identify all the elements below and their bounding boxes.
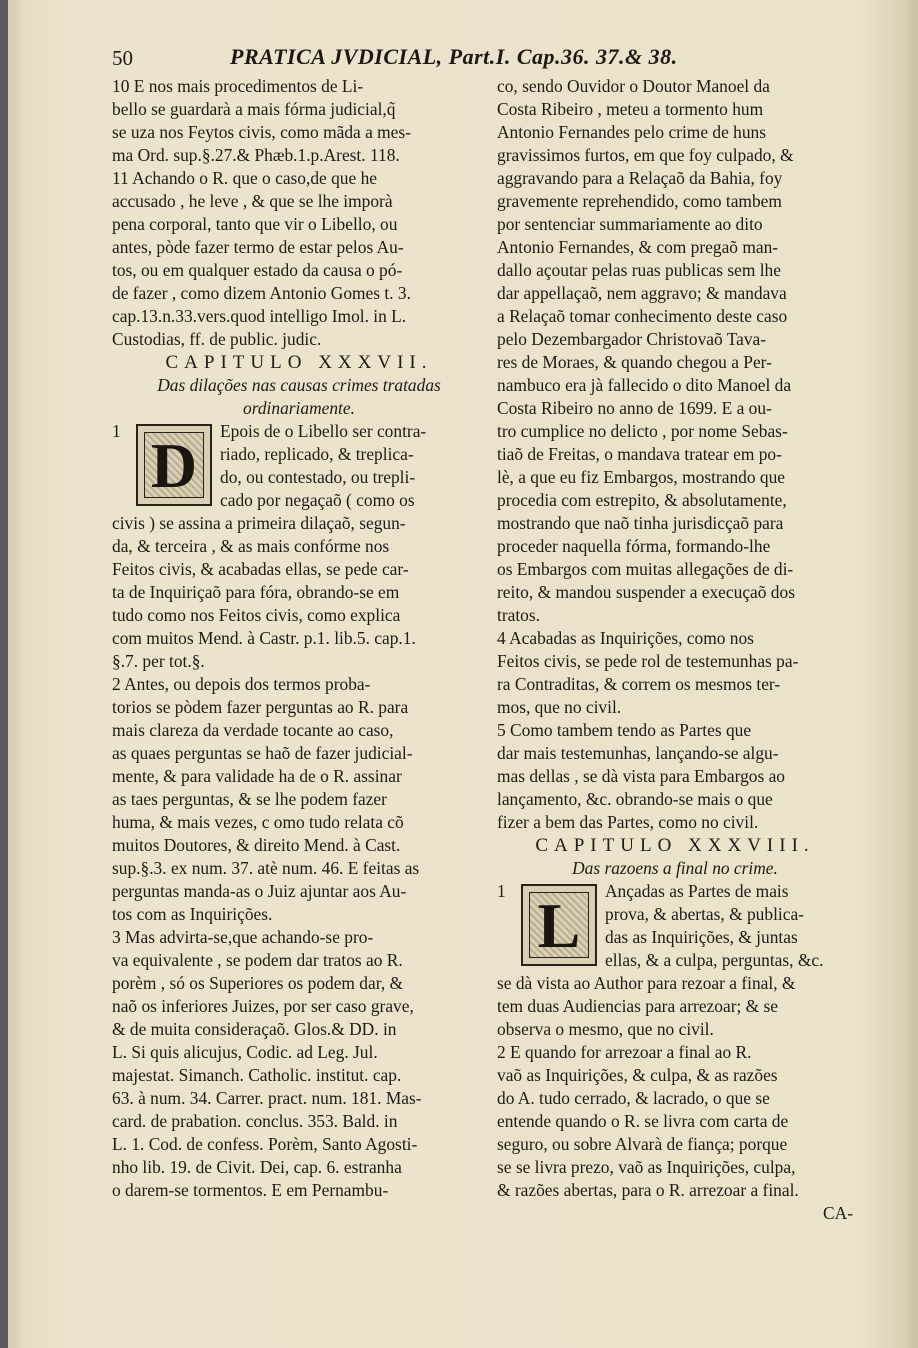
text-line: tos com as Inquirições. <box>112 904 273 924</box>
text-line: huma, & mais vezes, c omo tudo relata cõ <box>112 812 404 832</box>
text-line: 5 Como tambem tendo as Partes que <box>497 720 752 740</box>
text-line: mos, que no civil. <box>497 697 622 717</box>
text-line: dar mais testemunhas, lançando-se algu- <box>497 743 779 763</box>
text-line: de fazer , como dizem Antonio Gomes t. 3. <box>112 283 411 303</box>
dropcap-paragraph <box>112 420 486 512</box>
text-line: observa o mesmo, que no civil. <box>497 1019 714 1039</box>
text-line: tudo como nos Feitos civis, como explica <box>112 605 401 625</box>
text-line: ta de Inquiriçaõ para fóra, obrando-se em <box>112 582 400 602</box>
text-line: 11 Achando o R. que o caso,de que he <box>112 168 377 188</box>
text-line: & razões abertas, para o R. arrezoar a final. <box>497 1180 799 1200</box>
text-line: ra Contraditas, & correm os mesmos ter- <box>497 674 781 694</box>
page-gutter <box>0 0 8 1348</box>
text-line: Antonio Fernandes pelo crime de huns <box>497 122 767 142</box>
chapter-heading-38: CAPITULO XXXVIII. <box>535 835 815 856</box>
text-line: 10 E nos mais procedimentos de Li- <box>112 76 364 96</box>
dropcap-paragraph <box>497 880 853 972</box>
text-line: co, sendo Ouvidor o Doutor Manoel da <box>497 76 770 96</box>
text-line: a Relaçaõ tomar conhecimento deste caso <box>497 306 788 326</box>
text-line: va equivalente , se podem dar tratos ao R. <box>112 950 403 970</box>
text-line: cap.13.n.33.vers.quod intelligo Imol. in L. <box>112 306 407 326</box>
text-line: o darem-se tormentos. E em Pernambu- <box>112 1180 389 1200</box>
text-line: antes, pòde fazer termo de estar pelos Au- <box>112 237 404 257</box>
page-number: 50 <box>112 46 133 70</box>
text-line: L. Si quis alicujus, Codic. ad Leg. Jul. <box>112 1042 378 1062</box>
text-line: pena corporal, tanto que vir o Libello, ou <box>112 214 398 234</box>
catchword: CA- <box>823 1203 853 1223</box>
text-line: 3 Mas advirta-se,que achando-se pro- <box>112 927 374 947</box>
text-line: §.7. per tot.§. <box>112 651 205 671</box>
text-line: se uza nos Feytos civis, como mãda a mes- <box>112 122 411 142</box>
text-line: 63. à num. 34. Carrer. pract. num. 181. Mas- <box>112 1088 422 1108</box>
text-line: por sentenciar summariamente ao dito <box>497 214 763 234</box>
text-line: majestat. Simanch. Catholic. institut. cap. <box>112 1065 402 1085</box>
text-line: nambuco era jà fallecido o dito Manoel da <box>497 375 792 395</box>
text-line: 2 Antes, ou depois dos termos proba- <box>112 674 371 694</box>
right-column <box>497 75 853 1225</box>
subtitle-line: ordinariamente. <box>243 398 355 418</box>
text-line: naõ os inferiores Juizes, por ser caso grave, <box>112 996 414 1016</box>
dropcap-initial <box>136 424 212 506</box>
text-line: card. de prabation. conclus. 353. Bald. in <box>112 1111 398 1131</box>
text-line: nho lib. 19. de Civit. Dei, cap. 6. estranha <box>112 1157 402 1177</box>
text-line: bello se guardarà a mais fórma judicial,q̃ <box>112 99 396 119</box>
dropcap-letter: D <box>150 429 198 501</box>
text-line: das as Inquirições, & juntas <box>605 927 798 947</box>
text-line: com muitos Mend. à Castr. p.1. lib.5. cap.1. <box>112 628 416 648</box>
text-line: seguro, ou sobre Alvarà de fiança; porque <box>497 1134 788 1154</box>
text-line: L. 1. Cod. de confess. Porèm, Santo Agosti- <box>112 1134 418 1154</box>
text-line: as quaes perguntas se haõ de fazer judicial- <box>112 743 413 763</box>
text-line: reito, & mandou suspender a execuçaõ dos <box>497 582 795 602</box>
paragraph-number: 1 <box>112 421 121 441</box>
text-line: tem duas Audiencias para arrezoar; & se <box>497 996 779 1016</box>
text-line: dar appellaçaõ, nem aggravo; & mandava <box>497 283 787 303</box>
dropcap-initial <box>521 884 597 966</box>
text-line: fizer a bem das Partes, como no civil. <box>497 812 759 832</box>
text-line: gravissimos furtos, em que foy culpado, & <box>497 145 794 165</box>
text-line: as taes perguntas, & se lhe podem fazer <box>112 789 387 809</box>
left-top-text <box>112 75 486 351</box>
text-line: tratos. <box>497 605 540 625</box>
text-line: Costa Ribeiro no anno de 1699. E a ou- <box>497 398 772 418</box>
text-line: perguntas manda-as o Juiz ajuntar aos Au- <box>112 881 407 901</box>
text-line: procedia com estrepito, & absolutamente, <box>497 490 787 510</box>
dropcap-letter: L <box>537 889 581 961</box>
text-line: tro cumplice no delicto , por nome Sebas- <box>497 421 788 441</box>
text-line: vaõ as Inquirições, & culpa, & as razões <box>497 1065 778 1085</box>
text-line: proceder naquella fórma, formando-lhe <box>497 536 771 556</box>
text-line: 2 E quando for arrezoar a final ao R. <box>497 1042 752 1062</box>
text-line: sup.§.3. ex num. 37. atè num. 46. E feitas as <box>112 858 420 878</box>
text-line: civis ) se assina a primeira dilaçaõ, segun- <box>112 513 406 533</box>
text-line: lè, a que eu fiz Embargos, mostrando que <box>497 467 785 487</box>
page-header <box>112 42 852 72</box>
text-line: muitos Doutores, & direito Mend. à Cast. <box>112 835 401 855</box>
text-line: Antonio Fernandes, & com pregaõ man- <box>497 237 779 257</box>
subtitle-line: Das dilações nas causas crimes tratadas <box>157 375 441 395</box>
text-line: accusado , he leve , & que se lhe imporà <box>112 191 393 211</box>
text-line: Costa Ribeiro , meteu a tormento hum <box>497 99 764 119</box>
text-line: do A. tudo cerrado, & lacrado, o que se <box>497 1088 770 1108</box>
text-line: os Embargos com muitas allegações de di- <box>497 559 794 579</box>
text-line: Feitos civis, se pede rol de testemunhas pa- <box>497 651 799 671</box>
running-title: PRATICA JVDICIAL, Part.I. Cap.36. 37.& 38. <box>230 44 678 69</box>
text-line: entende quando o R. se livra com carta de <box>497 1111 789 1131</box>
text-line: mente, & para validade ha de o R. assinar <box>112 766 402 786</box>
text-line: do, ou contestado, ou trepli- <box>220 467 416 487</box>
left-body-text <box>112 512 486 1202</box>
text-line: porèm , só os Superiores os podem dar, & <box>112 973 404 993</box>
text-line: se dà vista ao Author para rezoar a final, & <box>497 973 796 993</box>
paragraph-number: 1 <box>497 881 506 901</box>
text-line: riado, replicado, & treplica- <box>220 444 414 464</box>
text-line: prova, & abertas, & publica- <box>605 904 804 924</box>
text-line: tos, ou em qualquer estado da causa o pó- <box>112 260 403 280</box>
text-line: mais clareza da verdade tocante ao caso, <box>112 720 394 740</box>
chapter-subtitle-37 <box>112 374 486 420</box>
left-column <box>112 75 486 1202</box>
text-line: torios se pòdem fazer perguntas ao R. para <box>112 697 409 717</box>
text-line: & de muita consideraçaõ. Glos.& DD. in <box>112 1019 397 1039</box>
text-line: Epois de o Libello ser contra- <box>220 421 427 441</box>
chapter-subtitle-38: Das razoens a final no crime. <box>572 858 778 878</box>
text-line: ma Ord. sup.§.27.& Phæb.1.p.Arest. 118. <box>112 145 400 165</box>
text-line: se se livra prezo, vaõ as Inquirições, culpa, <box>497 1157 796 1177</box>
text-line: dallo açoutar pelas ruas publicas sem lhe <box>497 260 781 280</box>
text-line: 4 Acabadas as Inquirições, como nos <box>497 628 754 648</box>
text-line: mostrando que naõ tinha jurisdicçaõ para <box>497 513 784 533</box>
text-line: gravemente reprehendido, como tambem <box>497 191 782 211</box>
text-line: da, & terceira , & as mais confórme nos <box>112 536 390 556</box>
chapter-heading-37: CAPITULO XXXVII. <box>165 352 433 373</box>
right-top-text <box>497 75 853 834</box>
text-line: Ançadas as Partes de mais <box>605 881 789 901</box>
text-line: cado por negaçaõ ( como os <box>220 490 415 510</box>
right-body-text <box>497 972 853 1202</box>
text-line: tiaõ de Freitas, o mandava tratear em po- <box>497 444 782 464</box>
text-line: ellas, & a culpa, perguntas, &c. <box>605 950 824 970</box>
text-line: Feitos civis, & acabadas ellas, se pede car- <box>112 559 409 579</box>
text-line: Custodias, ff. de public. judic. <box>112 329 322 349</box>
text-line: mas dellas , se dà vista para Embargos ao <box>497 766 785 786</box>
text-line: aggravando para a Relaçaõ da Bahia, foy <box>497 168 783 188</box>
text-line: pelo Dezembargador Christovaõ Tava- <box>497 329 767 349</box>
text-line: lançamento, &c. obrando-se mais o que <box>497 789 773 809</box>
text-line: res de Moraes, & quando chegou a Per- <box>497 352 772 372</box>
